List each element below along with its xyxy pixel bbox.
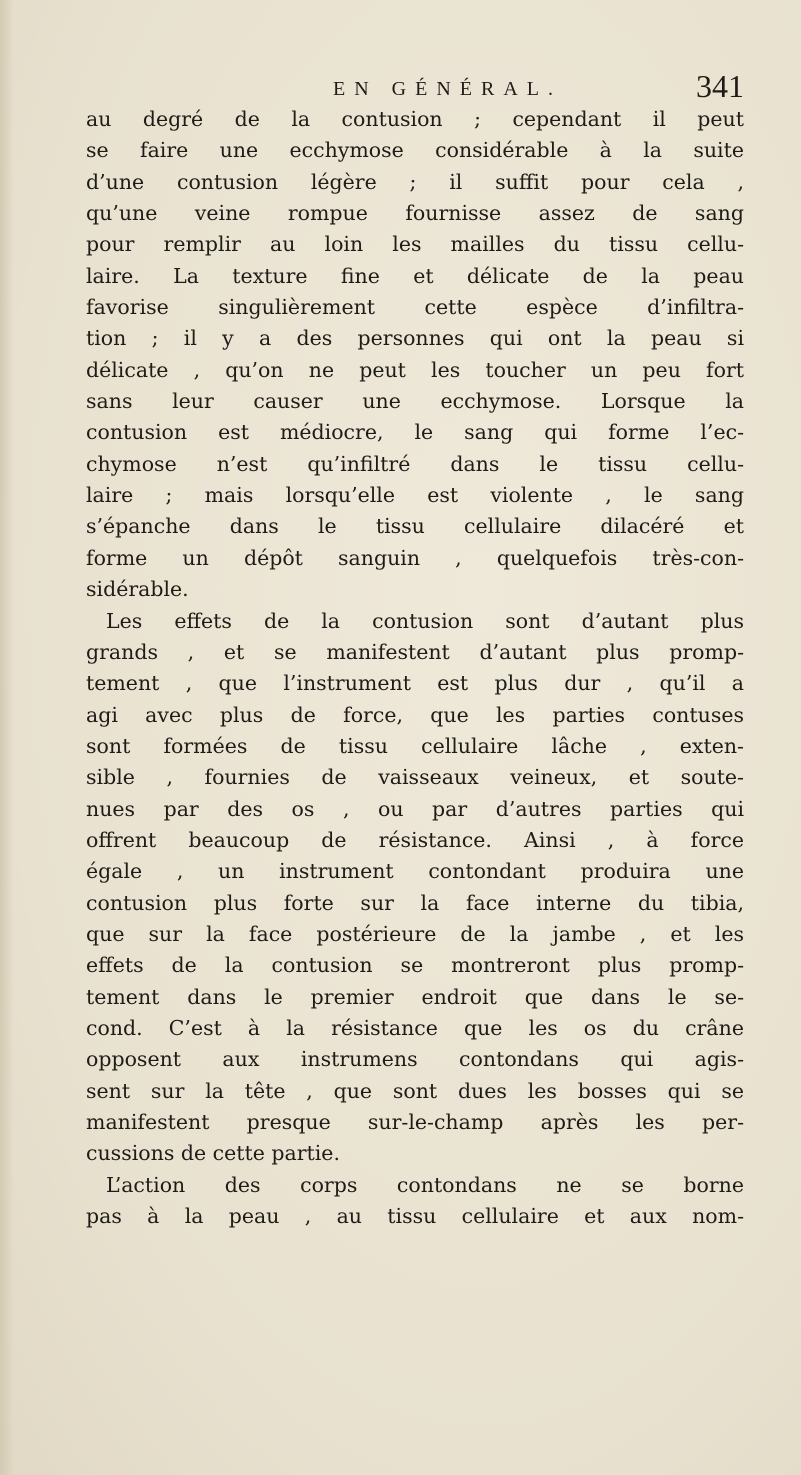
text-line: qu’une veine rompue fournisse assez de sang (86, 201, 744, 226)
text-line: sans leur causer une ecchymose. Lorsque la (86, 389, 744, 414)
text-line: forme un dépôt sanguin , quelquefois très-con- (86, 545, 744, 570)
text-line: sent sur la tête , que sont dues les bosses qui se (86, 1078, 744, 1103)
text-line: cond. C’est à la résistance que les os du crâne (86, 1015, 744, 1040)
text-line: au degré de la contusion ; cependant il peut (86, 107, 744, 131)
text-line: contusion plus forte sur la face interne du tibia, (86, 890, 744, 915)
body-text (86, 104, 744, 1232)
text-line: laire ; mais lorsqu’elle est violente , le sang (86, 483, 744, 508)
text-line: cussions de cette partie. (86, 1141, 340, 1166)
text-line: L’action des corps contondans ne se borne (106, 1172, 744, 1197)
text-line: sont formées de tissu cellulaire lâche , exten- (86, 733, 744, 758)
text-line: manifestent presque sur-le-champ après les per- (86, 1110, 744, 1134)
text-line: tement dans le premier endroit que dans le se- (86, 984, 744, 1009)
text-line: délicate , qu’on ne peut les toucher un peu fort (86, 357, 744, 382)
text-line: contusion est médiocre, le sang qui forme l’ec- (86, 420, 744, 445)
text-line: favorise singulièrement cette espèce d’infiltra- (86, 295, 744, 320)
text-line: d’une contusion légère ; il suffit pour cela , (86, 169, 744, 194)
text-line: effets de la contusion se montreront plus promp- (86, 953, 744, 978)
text-line: opposent aux instrumens contondans qui agis- (86, 1047, 744, 1072)
page-gutter-shadow (0, 0, 14, 1475)
text-line: grands , et se manifestent d’autant plus promp- (86, 639, 744, 664)
text-line: laire. La texture fine et délicate de la peau (86, 263, 744, 288)
text-line: s’épanche dans le tissu cellulaire dilacéré et (86, 514, 744, 539)
page-number: 341 (696, 68, 744, 104)
text-line: que sur la face postérieure de la jambe , et les (86, 921, 744, 946)
text-line: égale , un instrument contondant produira une (86, 859, 744, 884)
text-line: tion ; il y a des personnes qui ont la peau si (86, 326, 744, 351)
text-line: sible , fournies de vaisseaux veineux, et soute- (86, 765, 744, 790)
text-line: agi avec plus de force, que les parties contuses (86, 702, 744, 727)
text-line: pour remplir au loin les mailles du tissu cellu- (86, 232, 744, 257)
text-line: tement , que l’instrument est plus dur , qu’il a (86, 671, 744, 696)
text-line: offrent beaucoup de résistance. Ainsi , à force (86, 827, 744, 852)
text-line: sidérable. (86, 577, 189, 602)
text-line: nues par des os , ou par d’autres parties qui (86, 796, 744, 821)
text-line: chymose n’est qu’infiltré dans le tissu cellu- (86, 451, 744, 476)
text-line: pas à la peau , au tissu cellulaire et aux nom- (86, 1204, 744, 1229)
text-line: Les effets de la contusion sont d’autant plus (106, 608, 744, 633)
running-head: EN GÉNÉRAL. (333, 78, 562, 100)
text-line: se faire une ecchymose considérable à la suite (86, 138, 744, 163)
